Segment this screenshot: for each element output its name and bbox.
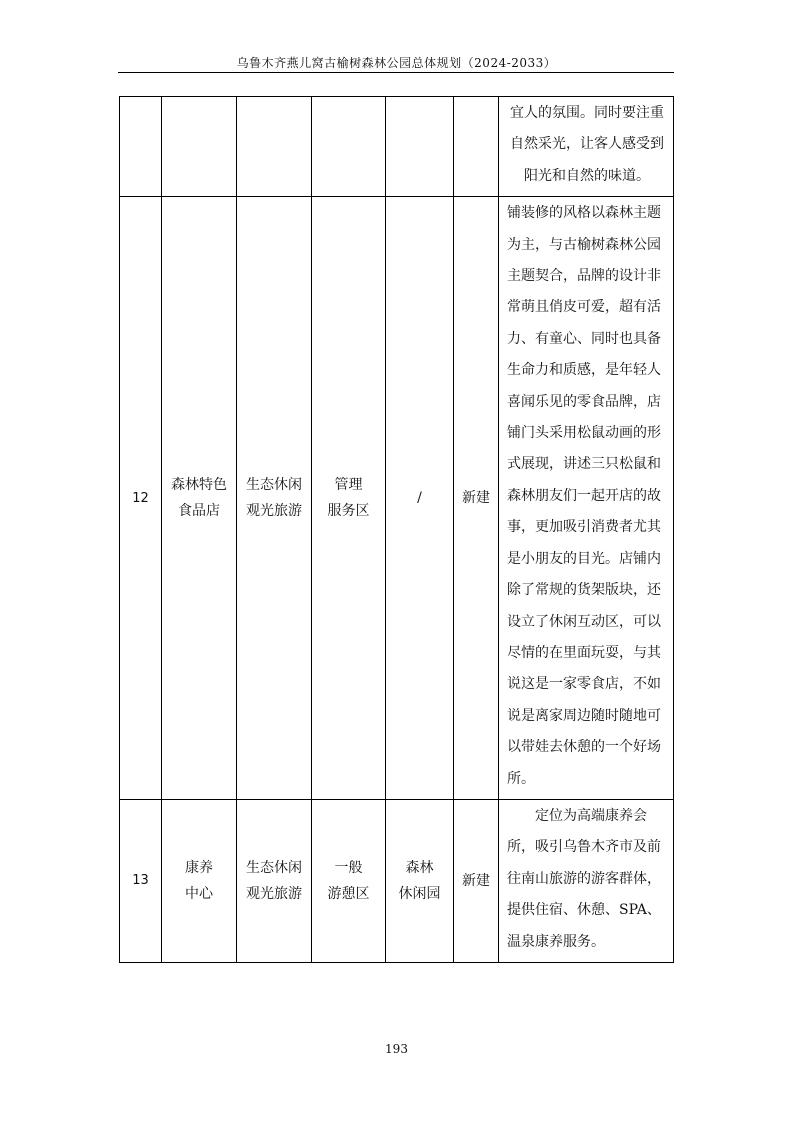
cell-no: 12 [120,197,162,800]
page-number: 193 [385,1042,408,1056]
plan-table [119,96,674,963]
cell-zone [312,97,386,197]
cell-area: / [386,197,454,800]
cell-zone: 一般 游憩区 [312,799,386,962]
cell-description: 铺装修的风格以森林主题为主，与古榆树森林公园主题契合，品牌的设计非常萌且俏皮可爱，超有活力、有童心、同时也具备生命力和质感，是年轻人喜闻乐见的零食品牌，店铺门头采用松鼠动画的形式展现，讲述三只松鼠和森林朋友们一起开店的故事，更加吸引消费者尤其是小朋友的目光。店铺内除了常规的货架版块，还设立了休闲互动区，可以尽情的在里面玩耍，与其说这是一家零食店，不如说是离家周边随时随地可以带娃去休憩的一个好场所。 [499,197,674,800]
cell-no [120,97,162,197]
header-rule [118,72,674,73]
cell-area: 森林 休闲园 [386,799,454,962]
cell-name [162,97,237,197]
running-header: 乌鲁木齐燕儿窝古榆树森林公园总体规划（2024-2033） [236,56,557,70]
cell-description: 宜人的氛围。同时要注重自然采光，让客人感受到阳光和自然的味道。 [499,97,674,197]
cell-name: 森林特色 食品店 [162,197,237,800]
cell-no: 13 [120,799,162,962]
cell-name: 康养 中心 [162,799,237,962]
cell-category [237,97,312,197]
cell-category: 生态休闲 观光旅游 [237,197,312,800]
cell-category: 生态休闲 观光旅游 [237,799,312,962]
table-row [120,197,674,800]
cell-type: 新建 [454,197,499,800]
cell-area [386,97,454,197]
cell-type: 新建 [454,799,499,962]
cell-zone: 管理 服务区 [312,197,386,800]
table-row [120,799,674,962]
cell-type [454,97,499,197]
table-row [120,97,674,197]
cell-description: 定位为高端康养会所，吸引乌鲁木齐市及前往南山旅游的游客群体，提供住宿、休憩、SPA、温泉康养服务。 [499,799,674,962]
